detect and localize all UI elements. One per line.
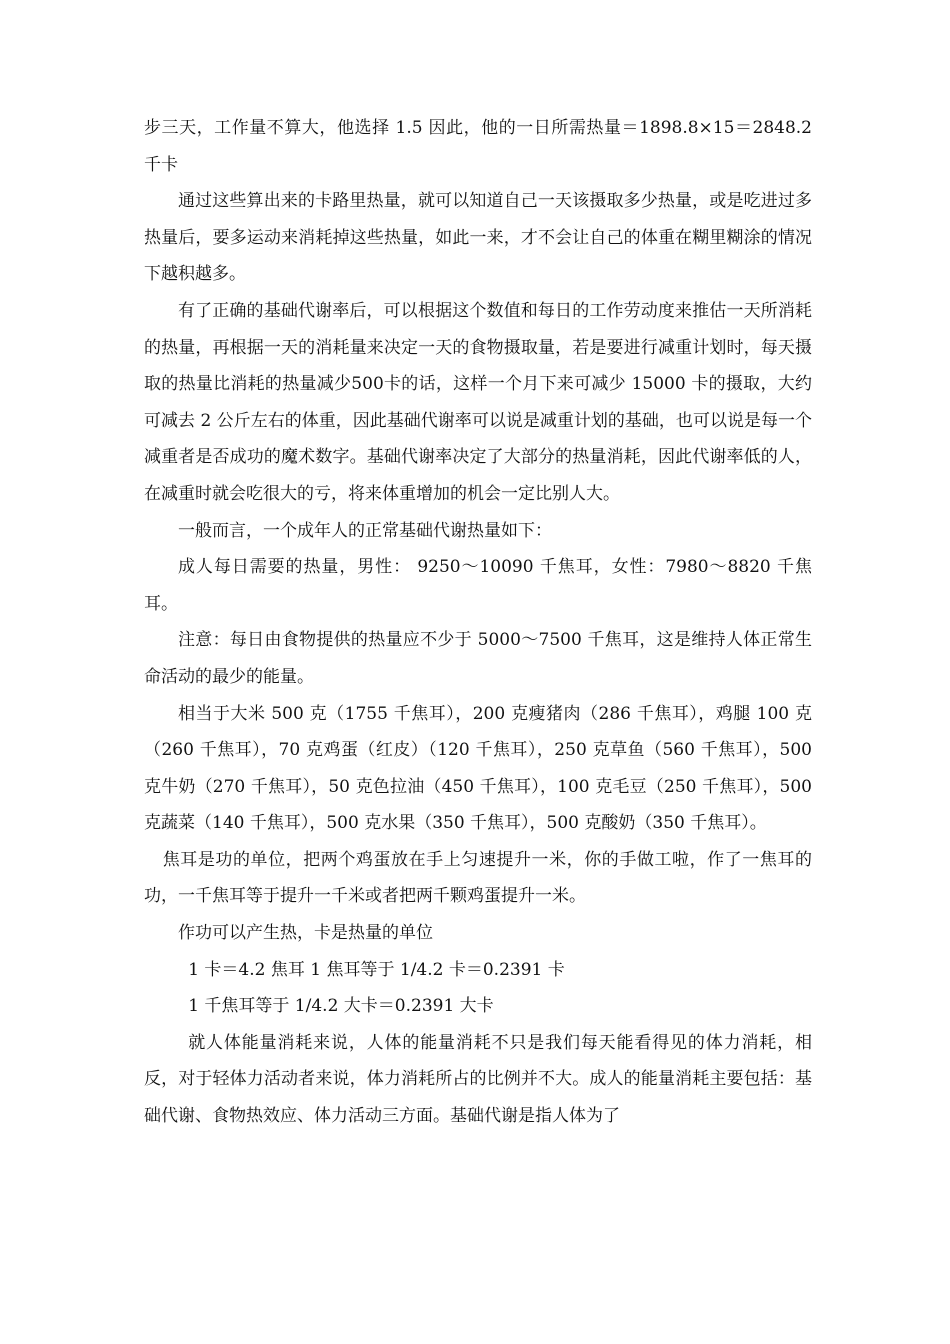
paragraph-calorie-unit: 作功可以产生热，卡是热量的单位: [178, 923, 433, 944]
paragraph-joule-definition: 焦耳是功的单位，把两个鸡蛋放在手上匀速提升一米，你的手做工啦，作了一焦耳的功，一千焦耳等于提升一千米或者把两千颗鸡蛋提升一米。: [144, 849, 812, 907]
paragraph-normal-bmr-intro: 一般而言，一个成年人的正常基础代谢热量如下：: [178, 520, 552, 541]
paragraph-calculation-result: 步三天，工作量不算大，他选择 1.5 因此，他的一日所需热量＝1898.8×15＝2848.2千卡: [144, 118, 812, 175]
paragraph-kilojoule-conversion: 1 千焦耳等于 1/4.2 大卡＝0.2391 大卡: [188, 996, 494, 1017]
paragraph-energy-consumption: 就人体能量消耗来说，人体的能量消耗不只是我们每天能看得见的体力消耗，相反，对于轻体力活动者来说，体力消耗所占的比例并不大。成人的能量消耗主要包括：基础代谢、食物热效应、体力活动三方面。基础代谢是指人体为了: [144, 1032, 812, 1127]
document-body: [144, 110, 812, 1135]
paragraph-calorie-purpose: 通过这些算出来的卡路里热量，就可以知道自己一天该摄取多少热量，或是吃进过多热量后，要多运动来消耗掉这些热量，如此一来，才不会让自己的体重在糊里糊涂的情况下越积越多。: [144, 191, 812, 285]
paragraph-minimum-energy-note: 注意：每日由食物提供的热量应不少于 5000～7500 千焦耳，这是维持人体正常生命活动的最少的能量。: [144, 630, 812, 687]
paragraph-bmr-weight-loss: 有了正确的基础代谢率后，可以根据这个数值和每日的工作劳动度来推估一天所消耗的热量，再根据一天的消耗量来决定一天的食物摄取量，若是要进行减重计划时，每天摄取的热量比消耗的热量减少500卡的话，这样一个月下来可减少 15000 卡的摄取，大约可减去 2 公斤左右的体重，因此基础代谢率可以说是减重计划的基础，也可以说是每一个减重者是否成功的魔术数字。基础代谢率决定了大部分的热量消耗，因此代谢率低的人，在减重时就会吃很大的亏，将来体重增加的机会一定比别人大。: [144, 300, 812, 504]
paragraph-calorie-conversion: 1 卡＝4.2 焦耳 1 焦耳等于 1/4.2 卡＝0.2391 卡: [188, 959, 565, 980]
paragraph-daily-energy-need: 成人每日需要的热量，男性： 9250～10090 千焦耳，女性：7980～8820 千焦耳。: [144, 557, 812, 614]
paragraph-food-equivalents: 相当于大米 500 克（1755 千焦耳），200 克瘦猪肉（286 千焦耳），鸡腿 100 克（260 千焦耳），70 克鸡蛋（红皮）（120 千焦耳），250 克草鱼（560 千焦耳），500 克牛奶（270 千焦耳），50 克色拉油（450 千焦耳），100 克毛豆（250 千焦耳），500 克蔬菜（140 千焦耳），500 克水果（350 千焦耳），500 克酸奶（350 千焦耳）。: [144, 703, 812, 834]
